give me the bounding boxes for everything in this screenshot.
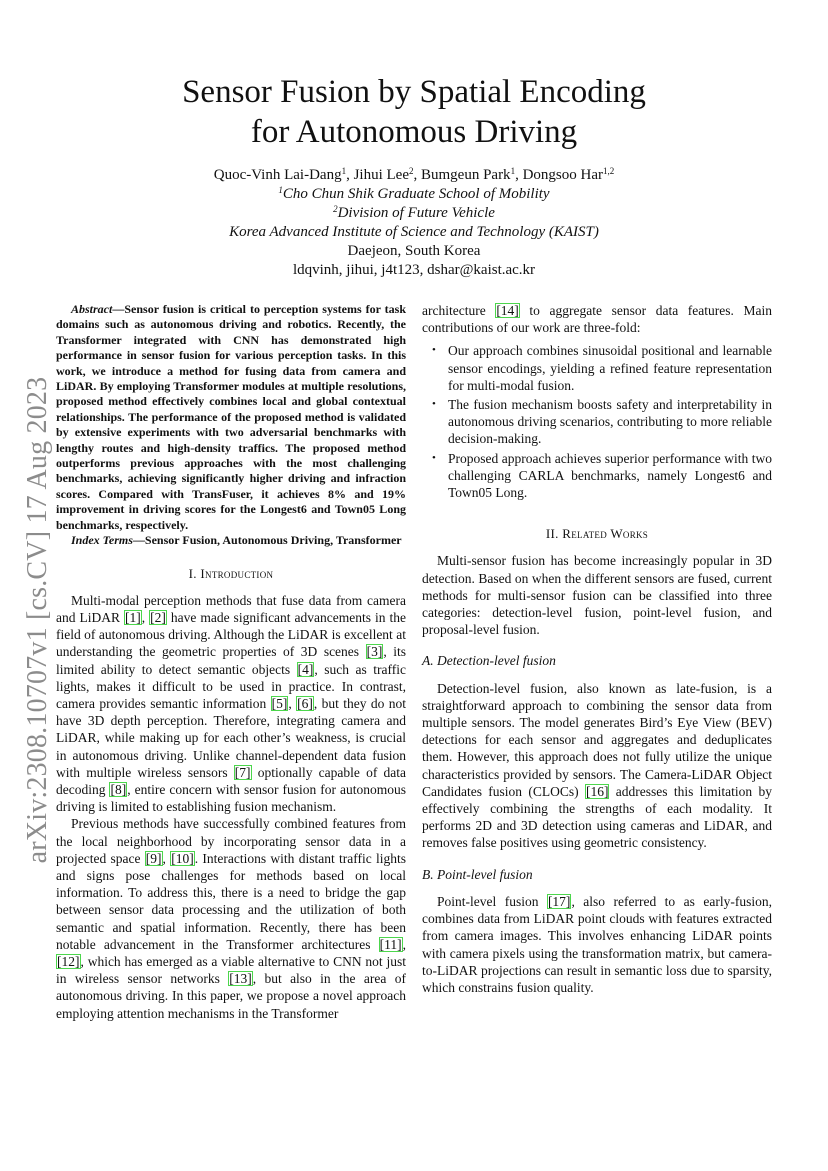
section-heading-related-works — [422, 525, 772, 542]
citation-link[interactable]: [16] — [585, 783, 609, 799]
citation-link[interactable]: [10] — [171, 850, 194, 866]
abstract-label: Abstract — [71, 302, 113, 316]
bullet-icon: • — [432, 398, 436, 411]
intro-paragraph-1: Multi-modal perception methods that fuse data from camera and LiDAR [1], [2] have made significant advancements in the field of autonomous driving. Although the LiDAR is excellent at understanding the geometric properties of 3D scenes [3], its limited ability to detect semantic objects [4], such as traffic lights, makes it difficult to be used in practice. In contrast, camera provides semantic information [5], [6], but they do not have 3D depth perception. Therefore, integrating camera and LiDAR, while making up for each other’s weakness, is crucial in autonomous driving. Unlike channel-dependent data fusion with multiple wireless sensors [7] optionally capable of data decoding [8], entire concern with sensor fusion for autonomous driving is limited to establishing fusion mechanism. — [56, 592, 406, 815]
citation-link[interactable]: [14] — [496, 303, 519, 318]
abstract-text: —Sensor fusion is critical to perception systems for task domains such as autonomous driving and robotics. Recently, the Transformer integrated with CNN has demonstrated high performance in sensor fusion for various perception tasks. In this work, we introduce a method for fusing data from camera and LiDAR. By employing Transformer modules at multiple resolutions, proposed method effectively combines local and global contextual relationships. The performance of the proposed method is validated by extensive experiments with two adversarial benchmarks with lengthy routes and high-density traffics. The proposed method outperforms previous approaches with the most challenging benchmarks, achieving significantly higher driving and infraction scores. Compared with TransFuser, it achieves 8% and 19% improvement in driving scores for the Longest6 and Town05 Long benchmarks, respectively. — [56, 302, 406, 532]
author-name: Jihui Lee — [353, 167, 409, 183]
author-names: Quoc-Vinh Lai-Dang$^1$, Jihui Lee$^2$, Bumgeun Park$^1$, Dongsoo Har$^{1,2}$ — [213, 166, 615, 183]
affiliation-mark: 1 — [278, 185, 283, 195]
affiliation-mark: 1 — [510, 166, 516, 176]
author-block — [60, 166, 768, 280]
arxiv-stamp — [18, 360, 58, 880]
section-title: Introduction — [200, 565, 274, 581]
subsection-heading-detection-level: A. Detection-level fusion — [422, 653, 556, 669]
point-level-paragraph: Point-level fusion [17], also referred to as early-fusion, combines data from LiDAR point clouds with features extracted from camera images. This involves enhancing LiDAR points with camera pixels using the transformation matrix, but camera-to-LiDAR projections can result in semantic loss due to sparsity, which constrains fusion quality. — [422, 893, 772, 995]
left-column — [56, 302, 406, 1022]
citation-link[interactable]: [17] — [547, 893, 571, 909]
author-name: Dongsoo Har — [522, 167, 603, 183]
bullet-icon: • — [432, 344, 436, 357]
citation-link[interactable]: [5] — [271, 695, 288, 711]
section-heading-introduction — [56, 565, 406, 582]
intro-paragraph-3: architecture [14] to aggregate sensor data features. Main contributions of our work are three-fold: — [422, 303, 772, 336]
emails: ldqvinh, jihui, j4t123, dshar@kaist.ac.kr — [292, 262, 536, 278]
citation-link[interactable]: [2] — [150, 609, 166, 625]
affiliation-mark: 2 — [333, 204, 338, 214]
index-terms — [56, 533, 406, 548]
subsection-heading-point-level: B. Point-level fusion — [422, 866, 533, 882]
affiliation-mark: 2 — [408, 166, 414, 176]
section-number: I. — [188, 565, 201, 581]
author-name: Quoc-Vinh Lai-Dang — [213, 167, 342, 183]
citation-link[interactable]: [9] — [145, 850, 162, 866]
citation-link[interactable]: [7] — [234, 764, 251, 780]
citation-link[interactable]: [12] — [57, 953, 80, 969]
affiliation-mark: 1,2 — [602, 166, 615, 176]
abstract — [56, 302, 406, 533]
detection-level-paragraph: Detection-level fusion, also known as late-fusion, is a straightforward approach to combining the sensor data from multiple sensors. The model generates Bird’s Eye View (BEV) detections for each sensor and aggregates and deduplicates them. However, this approach does not fully utilize the unique characteristics provided by sensors. The Camera-LiDAR Object Candidates fusion (CLOCs) [16] addresses this limitation by effectively combining the strengths of each modality. It performs 2D and 3D detection using cameras and LiDAR, and removes false positives using geometric consistency. — [422, 680, 772, 851]
citation-link[interactable]: [8] — [110, 781, 127, 797]
list-item: • The fusion mechanism boosts safety and interpretability in autonomous driving scenarios, contributing to more reliable decision-making. — [432, 397, 772, 447]
related-paragraph: Multi-sensor fusion has become increasingly popular in 3D detection. Based on when the different sensors are fused, current methods for multi-sensor fusion can be classified into three categories: detection-level fusion, point-level fusion, and proposal-level fusion. — [422, 553, 772, 638]
citation-link[interactable]: [3] — [366, 644, 383, 660]
citation-link[interactable]: [11] — [379, 936, 402, 952]
affiliation-1 — [60, 185, 768, 204]
location: Daejeon, South Korea — [347, 243, 481, 259]
intro-paragraph-2: Previous methods have successfully combined features from the local neighborhood by incorporating sensor data in a projected space [9], [10]. Interactions with distant traffic lights and signs pose challenges for methods based on local information. To address this, there is a need to bridge the gap between sensor data processing and the utilization of both semantic and spatial information. Recently, there has been notable advancement in the Transformer architectures [11], [12], which has emerged as a viable alternative to CNN not just in wireless sensor networks [13], but also in the area of autonomous driving. In this paper, we propose a novel approach employing attention mechanisms in the Transformer — [56, 816, 407, 1021]
institute: Korea Advanced Institute of Science and Technology (KAIST) — [229, 224, 599, 240]
arxiv-identifier[interactable]: arXiv:2308.10707v1 [cs.CV] 17 Aug 2023 — [22, 376, 53, 864]
affiliation-mark: 1 — [341, 166, 347, 176]
section-number: II. — [545, 526, 563, 542]
index-terms-label: Index Terms — [71, 533, 133, 548]
affiliation-text: Division of Future Vehicle — [337, 205, 495, 221]
index-terms-text: —Sensor Fusion, Autonomous Driving, Transformer — [132, 533, 402, 548]
citation-link[interactable]: [1] — [124, 609, 141, 625]
bullet-icon: • — [432, 451, 436, 464]
section-title: Related Works — [562, 526, 649, 542]
citation-link[interactable]: [13] — [229, 971, 252, 987]
contributions-list — [422, 342, 772, 501]
right-column — [422, 302, 772, 996]
citation-link[interactable]: [4] — [297, 661, 314, 677]
title-line-1: Sensor Fusion by Spatial Encoding — [182, 74, 646, 110]
affiliation-2 — [60, 204, 768, 223]
citation-link[interactable]: [6] — [297, 695, 313, 711]
affiliation-text: Cho Chun Shik Graduate School of Mobility — [282, 186, 550, 202]
title-line-2: for Autonomous Driving — [250, 114, 578, 150]
list-item: • Our approach combines sinusoidal positional and learnable sensor encodings, yielding a refined feature representation for multi-modal fusion. — [432, 343, 772, 393]
list-item: • Proposed approach achieves superior performance with two challenging CARLA benchmarks, namely Longest6 and Town05 Long. — [432, 450, 772, 501]
author-name: Bumgeun Park — [420, 167, 511, 183]
paper-title — [60, 72, 768, 152]
